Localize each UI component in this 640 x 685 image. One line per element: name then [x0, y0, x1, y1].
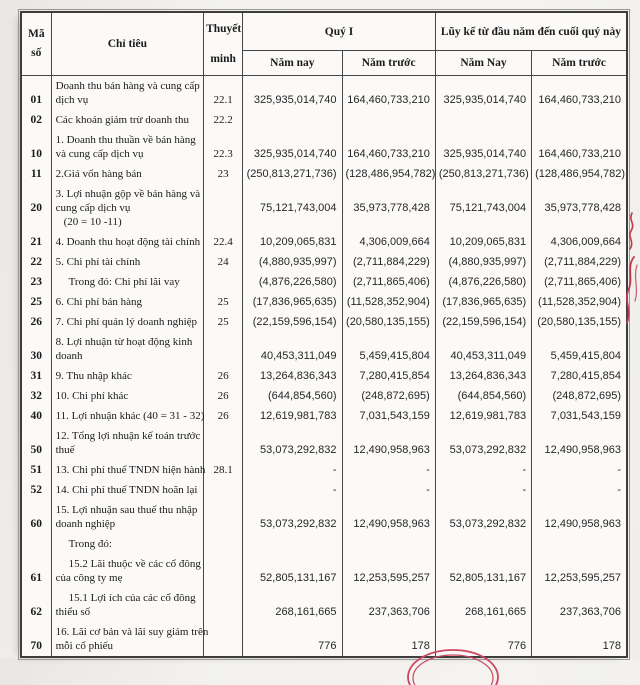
- row-value-ytd-current: 52,805,131,167: [435, 554, 531, 588]
- row-label-line: của công ty mẹ: [55, 572, 123, 584]
- row-value-ytd-prior: 7,031,543,159: [532, 406, 627, 426]
- row-value-ytd-prior: -: [532, 480, 627, 500]
- row-value-ytd-current: (22,159,596,154): [435, 312, 531, 332]
- row-value-ytd-prior: 5,459,415,804: [532, 332, 627, 366]
- row-label-line: Trong đó: Chi phí lãi vay: [68, 276, 180, 288]
- col-group-ytd: Lũy kế từ đầu năm đến cuối quý này: [435, 12, 627, 51]
- row-value-ytd-current: 325,935,014,740: [435, 130, 531, 164]
- row-formula: (20 = 10 -11): [63, 216, 122, 228]
- row-value-q1-current: [243, 534, 342, 554]
- row-value-ytd-current: (4,880,935,997): [435, 252, 531, 272]
- row-value-ytd-prior: (248,872,695): [532, 386, 627, 406]
- row-note-ref: 22.4: [204, 232, 243, 252]
- row-value-ytd-current: 75,121,743,004: [435, 184, 531, 232]
- table-row: [21, 554, 627, 588]
- row-item-cell: [51, 110, 203, 130]
- row-value-ytd-current: (17,836,965,635): [435, 292, 531, 312]
- table-row: [21, 426, 627, 460]
- row-value-ytd-prior: 164,460,733,210: [532, 76, 627, 111]
- table-row: [21, 292, 627, 312]
- row-value-q1-prior: (2,711,865,406): [342, 272, 435, 292]
- row-label-line: 8. Lợi nhuận từ hoạt động kinh: [55, 336, 193, 348]
- row-value-q1-current: [243, 110, 342, 130]
- row-label-line: Các khoản giảm trừ doanh thu: [55, 114, 189, 126]
- row-code: 31: [21, 366, 51, 386]
- row-note-ref: [204, 426, 243, 460]
- row-value-ytd-prior: 237,363,706: [532, 588, 627, 622]
- row-label-line: 15. Lợi nhuận sau thuế thu nhập: [55, 504, 198, 516]
- row-item-cell: [51, 406, 203, 426]
- row-code: 61: [21, 554, 51, 588]
- row-value-ytd-prior: 12,253,595,257: [532, 554, 627, 588]
- table-body: [21, 76, 627, 658]
- row-value-ytd-current: (644,854,560): [435, 386, 531, 406]
- row-value-ytd-current: (250,813,271,736): [435, 164, 531, 184]
- row-item-cell: [51, 366, 203, 386]
- row-label-line: thuế: [55, 444, 75, 456]
- row-code: 51: [21, 460, 51, 480]
- table-row: [21, 110, 627, 130]
- row-item-cell: [51, 130, 203, 164]
- row-value-q1-prior: 178: [342, 622, 435, 657]
- col-header-q1-prior-year: Năm trước: [342, 51, 435, 76]
- table-row: [21, 312, 627, 332]
- row-code: 40: [21, 406, 51, 426]
- row-value-ytd-prior: [532, 110, 627, 130]
- table-row: [21, 332, 627, 366]
- row-value-q1-current: (17,836,965,635): [243, 292, 342, 312]
- row-value-q1-current: 53,073,292,832: [243, 426, 342, 460]
- row-value-q1-current: (4,876,226,580): [243, 272, 342, 292]
- row-value-q1-current: (4,880,935,997): [243, 252, 342, 272]
- row-label-line: 4. Doanh thu hoạt động tài chính: [55, 236, 201, 248]
- table-row: [21, 184, 627, 232]
- table-row: [21, 588, 627, 622]
- row-value-q1-current: (644,854,560): [243, 386, 342, 406]
- row-label-line: 2.Giá vốn hàng bán: [55, 168, 142, 180]
- row-code: [21, 534, 51, 554]
- income-statement-table: [20, 11, 628, 658]
- col-header-code: Mã số: [21, 12, 51, 76]
- row-value-ytd-current: 10,209,065,831: [435, 232, 531, 252]
- row-item-cell: [51, 460, 206, 480]
- col-header-ytd-current-year: Năm Nay: [435, 51, 531, 76]
- row-note-ref: [204, 622, 243, 657]
- row-note-ref: [204, 500, 243, 534]
- row-value-ytd-current: 325,935,014,740: [435, 76, 531, 111]
- row-value-q1-current: 53,073,292,832: [243, 500, 342, 534]
- row-label-line: 3. Lợi nhuận gộp về bán hàng và: [55, 188, 201, 200]
- row-code: 50: [21, 426, 51, 460]
- row-value-ytd-prior: -: [532, 460, 627, 480]
- row-value-ytd-prior: 164,460,733,210: [532, 130, 627, 164]
- row-value-q1-current: 52,805,131,167: [243, 554, 342, 588]
- row-value-q1-prior: 237,363,706: [342, 588, 435, 622]
- row-value-q1-prior: 7,031,543,159: [342, 406, 435, 426]
- row-note-ref: [204, 480, 243, 500]
- row-code: 02: [21, 110, 51, 130]
- row-value-ytd-current: 13,264,836,343: [435, 366, 531, 386]
- row-value-ytd-prior: 4,306,009,664: [532, 232, 627, 252]
- table-row: [21, 480, 627, 500]
- row-code: 62: [21, 588, 51, 622]
- row-value-q1-prior: -: [342, 460, 435, 480]
- row-value-ytd-prior: 35,973,778,428: [532, 184, 627, 232]
- table-row: [21, 500, 627, 534]
- table-row: [21, 460, 627, 480]
- row-value-q1-prior: 164,460,733,210: [342, 130, 435, 164]
- col-header-item: Chỉ tiêu: [51, 12, 203, 76]
- row-value-ytd-current: [435, 110, 531, 130]
- col-header-note: Thuyết minh: [204, 12, 243, 76]
- row-label-line: 16. Lãi cơ bản và lãi suy giảm trên: [55, 626, 209, 638]
- row-note-ref: 22.2: [204, 110, 243, 130]
- row-label-line: mỗi cổ phiếu: [55, 640, 114, 652]
- row-item-cell: [51, 312, 203, 332]
- row-value-q1-prior: (2,711,884,229): [342, 252, 435, 272]
- row-label-line: 10. Chi phí khác: [55, 390, 129, 402]
- row-value-q1-current: (250,813,271,736): [243, 164, 342, 184]
- row-label-line: Trong đó:: [68, 538, 112, 550]
- row-value-q1-prior: 7,280,415,854: [342, 366, 435, 386]
- row-note-ref: 22.1: [204, 76, 243, 111]
- row-value-q1-prior: 4,306,009,664: [342, 232, 435, 252]
- row-item-cell: [51, 480, 203, 500]
- row-value-ytd-current: 53,073,292,832: [435, 500, 531, 534]
- row-value-ytd-prior: 178: [532, 622, 627, 657]
- col-group-quarter1: Quý I: [243, 12, 436, 51]
- row-value-ytd-current: -: [435, 460, 531, 480]
- row-value-ytd-current: [435, 534, 531, 554]
- row-label-line: Doanh thu bán hàng và cung cấp: [55, 80, 200, 92]
- row-value-q1-prior: 12,253,595,257: [342, 554, 435, 588]
- row-value-q1-prior: [342, 110, 435, 130]
- row-code: 01: [21, 76, 51, 111]
- row-value-q1-prior: (11,528,352,904): [342, 292, 435, 312]
- row-value-ytd-prior: 12,490,958,963: [532, 500, 627, 534]
- row-value-ytd-prior: (128,486,954,782): [532, 164, 627, 184]
- row-note-ref: 25: [204, 312, 243, 332]
- row-code: 11: [21, 164, 51, 184]
- row-value-q1-prior: (128,486,954,782): [342, 164, 435, 184]
- row-value-q1-current: 325,935,014,740: [243, 130, 342, 164]
- row-label-line: 14. Chi phí thuế TNDN hoãn lại: [55, 484, 198, 496]
- row-item-cell: [51, 232, 203, 252]
- row-value-q1-current: 268,161,665: [243, 588, 342, 622]
- table-row: [21, 622, 627, 657]
- row-code: 10: [21, 130, 51, 164]
- row-note-ref: 26: [204, 366, 243, 386]
- row-note-ref: [204, 534, 243, 554]
- row-label-line: 1. Doanh thu thuần về bán hàng: [55, 134, 196, 146]
- row-code: 32: [21, 386, 51, 406]
- row-label-line: thiểu số: [55, 606, 91, 618]
- row-code: 30: [21, 332, 51, 366]
- row-note-ref: [204, 272, 243, 292]
- row-item-cell: [51, 252, 203, 272]
- table-row: [21, 366, 627, 386]
- row-note-ref: 28.1: [204, 460, 243, 480]
- table-row: [21, 232, 627, 252]
- row-value-q1-current: (22,159,596,154): [243, 312, 342, 332]
- row-item-cell: [51, 386, 203, 406]
- col-header-ytd-prior-year: Năm trước: [532, 51, 627, 76]
- row-value-ytd-current: 53,073,292,832: [435, 426, 531, 460]
- row-note-ref: [204, 184, 243, 232]
- row-label-line: 5. Chi phí tài chính: [55, 256, 141, 268]
- row-note-ref: 22.3: [204, 130, 243, 164]
- row-item-cell: [51, 164, 203, 184]
- row-value-q1-current: -: [243, 460, 342, 480]
- row-value-q1-current: 325,935,014,740: [243, 76, 342, 111]
- row-code: 70: [21, 622, 51, 657]
- row-value-q1-current: 75,121,743,004: [243, 184, 342, 232]
- table-row: [21, 130, 627, 164]
- row-value-ytd-prior: (20,580,135,155): [532, 312, 627, 332]
- row-note-ref: [204, 588, 243, 622]
- row-value-ytd-prior: (11,528,352,904): [532, 292, 627, 312]
- row-value-q1-prior: 12,490,958,963: [342, 426, 435, 460]
- row-label-line: 6. Chi phí bán hàng: [55, 296, 143, 308]
- table-row: [21, 534, 627, 554]
- row-note-ref: 23: [204, 164, 243, 184]
- row-code: 25: [21, 292, 51, 312]
- row-note-ref: 26: [204, 386, 243, 406]
- row-label-line: 13. Chi phí thuế TNDN hiện hành: [55, 464, 206, 476]
- row-value-q1-prior: 164,460,733,210: [342, 76, 435, 111]
- row-value-q1-prior: (248,872,695): [342, 386, 435, 406]
- table-row: [21, 272, 627, 292]
- row-label-line: 9. Thu nhập khác: [55, 370, 132, 382]
- table-row: [21, 386, 627, 406]
- row-value-q1-prior: (20,580,135,155): [342, 312, 435, 332]
- row-item-cell: [51, 332, 203, 366]
- row-value-ytd-current: 776: [435, 622, 531, 657]
- row-note-ref: 26: [204, 406, 243, 426]
- col-header-q1-current-year: Năm nay: [243, 51, 342, 76]
- row-label-line: 11. Lợi nhuận khác (40 = 31 - 32): [55, 410, 205, 422]
- row-value-q1-prior: 35,973,778,428: [342, 184, 435, 232]
- row-note-ref: 24: [204, 252, 243, 272]
- row-value-ytd-prior: [532, 534, 627, 554]
- row-label-line: 7. Chi phí quản lý doanh nghiệp: [55, 316, 198, 328]
- row-value-ytd-prior: (2,711,884,229): [532, 252, 627, 272]
- row-label-line: 12. Tổng lợi nhuận kế toán trước: [55, 430, 201, 442]
- row-value-q1-current: -: [243, 480, 342, 500]
- row-value-ytd-current: 40,453,311,049: [435, 332, 531, 366]
- row-label-line: 15.2 Lãi thuộc về các cổ đông: [68, 558, 201, 570]
- row-value-ytd-current: -: [435, 480, 531, 500]
- row-label-line: 15.1 Lợi ích của các cổ đông: [68, 592, 196, 604]
- row-code: 52: [21, 480, 51, 500]
- row-item-cell: [51, 534, 203, 554]
- row-label-line: doanh: [55, 350, 83, 362]
- row-item-cell: [51, 500, 203, 534]
- table-header: [21, 12, 627, 76]
- row-note-ref: 25: [204, 292, 243, 312]
- row-item-cell: [51, 184, 203, 232]
- row-code: 23: [21, 272, 51, 292]
- row-code: 20: [21, 184, 51, 232]
- row-item-cell: [51, 426, 203, 460]
- row-value-ytd-prior: 7,280,415,854: [532, 366, 627, 386]
- table-row: [21, 252, 627, 272]
- row-item-cell: [51, 76, 203, 111]
- row-value-q1-current: 776: [243, 622, 342, 657]
- row-value-q1-current: 10,209,065,831: [243, 232, 342, 252]
- row-value-q1-prior: 12,490,958,963: [342, 500, 435, 534]
- row-code: 22: [21, 252, 51, 272]
- row-value-ytd-prior: (2,711,865,406): [532, 272, 627, 292]
- row-item-cell: [51, 588, 203, 622]
- row-label-line: cung cấp dịch vụ: [55, 202, 131, 214]
- row-code: 60: [21, 500, 51, 534]
- row-value-ytd-current: 12,619,981,783: [435, 406, 531, 426]
- table-row: [21, 164, 627, 184]
- table-row: [21, 76, 627, 111]
- row-value-ytd-prior: 12,490,958,963: [532, 426, 627, 460]
- row-label-line: doanh nghiệp: [55, 518, 116, 530]
- row-value-q1-current: 40,453,311,049: [243, 332, 342, 366]
- row-item-cell: [51, 622, 209, 657]
- row-value-ytd-current: 268,161,665: [435, 588, 531, 622]
- row-code: 21: [21, 232, 51, 252]
- row-note-ref: [204, 332, 243, 366]
- table-row: [21, 406, 627, 426]
- row-value-q1-prior: 5,459,415,804: [342, 332, 435, 366]
- row-value-q1-current: 12,619,981,783: [243, 406, 342, 426]
- row-note-ref: [204, 554, 243, 588]
- row-label-line: dịch vụ: [55, 94, 89, 106]
- row-value-ytd-current: (4,876,226,580): [435, 272, 531, 292]
- row-item-cell: [51, 292, 203, 312]
- row-item-cell: [51, 272, 203, 292]
- row-code: 26: [21, 312, 51, 332]
- row-value-q1-prior: [342, 534, 435, 554]
- row-label-line: và cung cấp dịch vụ: [55, 148, 144, 160]
- row-value-q1-prior: -: [342, 480, 435, 500]
- row-item-cell: [51, 554, 203, 588]
- row-value-q1-current: 13,264,836,343: [243, 366, 342, 386]
